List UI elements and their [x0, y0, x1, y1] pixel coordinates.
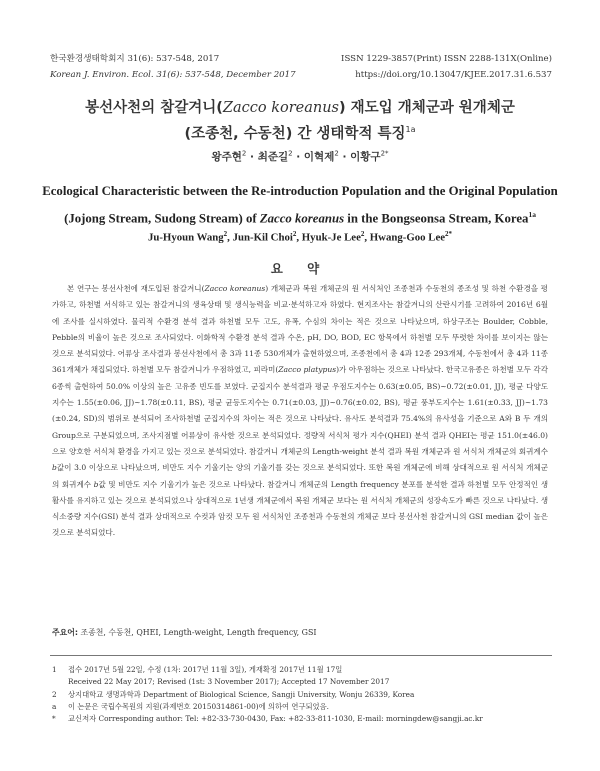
keywords — [52, 626, 548, 640]
title-korean — [40, 97, 560, 145]
author-name: 왕주현 — [211, 151, 242, 163]
title-english — [20, 179, 580, 230]
species-name: Zacco koreanus — [222, 100, 339, 116]
title-korean-line1: 봉선사천의 참갈겨니(Zacco koreanus) 재도입 개체군과 원개체군 — [85, 100, 515, 116]
title-footnote-mark: 1a — [405, 125, 416, 134]
regression-coefficient: b — [93, 479, 99, 489]
author-name: 이혁제 — [303, 151, 335, 163]
journal-name-en: Korean J. Environ. Ecol. 31(6): 537-548, December 2017 — [50, 70, 296, 80]
author-name: 최준길 — [257, 151, 289, 163]
regression-coefficient: b — [52, 463, 57, 473]
issn-header — [341, 51, 552, 83]
title-english-line2: (Jojong Stream, Sudong Stream) of Zacco koreanus in the Bongseonsa Stream, Korea$^{1a}$ — [64, 210, 536, 226]
footnote: * 교신저자 Corresponding author: Tel: +82-33-730-0430, Fax: +82-33-811-1030, E-mail: morningdew@sangji.ac.kr — [52, 714, 483, 724]
footnote-divider — [50, 655, 552, 656]
title-korean-line2: (조종천, 수동천) 간 생태학적 특징$^{1a}$ — [184, 125, 416, 142]
abstract-body: 본 연구는 봉선사천에 재도입된 참갈겨니(Zacco koreanus) 개체군과 복원 개체군의 원 서식처인 조종천과 수동천의 종조성 및 하천 수환경을 평가하고, 하천별 서식하고 있는 참갈겨니의 생육상태 및 생식능력을 비교·분석하고자 하였다. 현지조사는 참갈겨니의 산란시기를 고려하여 2016년 6월에 조사를 실시하였다. 물리적 수환경 분석 결과 하천별 모두 고도, 유폭, 수심의 차이는 적은 것으로 나타났으며, 하상구조는 Boulder, Cobble, Pebble의 비율이 높은 것으로 조사되었다. 이화학적 수환경 분석 결과 수온, pH, DO, BOD, EC 항목에서 하천별 모두 뚜렷한 차이를 보이지는 않는 것으로 분석되었다. 어류상 조사결과 봉선사천에서 총 3과 11종 530개체가 출현하였으며, 조종천에서 총 4과 12종 293개체, 수동천에서 총 4과 11종 361개체가 채집되었다. 하천별 모두 참갈겨니가 우점하였고, 피라미(Zacco platypus)가 아우점하는 것으로 나타났다. 한국고유종은 하천별 모두 각각 6종씩 출현하여 50.0% 이상의 높은 고유종 빈도를 보였다. 군집지수 분석결과 평균 우점도지수는 0.63(±0.05, BS)~0.72(±0.01, JJ), 평균 다양도지수는 1.55(±0.06, JJ)~1.78(±0.11, BS), 평균 균등도지수는 0.71(±0.03, JJ)~0.76(±0.02, BS), 평균 풍부도지수는 1.61(±0.33, JJ)~1.73 (±0.24, SD)의 범위로 분석되어 조사하천별 군집지수의 차이는 적은 것으로 나타났다. 유사도 분석결과 75.4%의 유사성을 기준으로 A와 B 두 개의 Group으로 구분되었으며, 조사지점별 어류상이 유사한 것으로 분석되었다. 정량적 서식처 평가 지수(QHEI) 분석 결과 QHEI는 평균 151.0(±46.0)으로 양호한 서식처 환경을 가지고 있는 것으로 분석되었다. 참갈겨니 개체군의 Length-weight 분석 결과 복원 개체군과 원 서식처 개체군의 회귀계수 b값이 3.0 이상으로 나타났으며, 비만도 지수 기울기는 양의 기울기를 갖는 것으로 분석되었다. 또한 복원 개체군에 비해 상대적으로 원 서식처 개체군의 회귀계수 b값 및 비만도 지수 기울기가 높은 것으로 나타났다. 참갈겨니 개체군의 Length frequency 분포를 분석한 결과 하천별 모두 안정적인 생활사를 유지하고 있는 것으로 분석되었으나 상대적으로 1년생 개체군에서 복원 개체군 보다는 원 서식처 개체군의 성장속도가 빠른 것으로 나타났다. 생식소중량 지수(GSI) 분석 결과 상대적으로 수컷과 암컷 모두 원 서식처인 조종천과 수동천의 개체군 보다 봉선사천 참갈겨니의 GSI median 값이 높은 것으로 분석되었다. — [52, 284, 549, 538]
abstract-heading: 요 약 — [270, 261, 330, 276]
author-name: Ju-Hyoun Wang — [147, 231, 224, 244]
author-name: 이황구 — [350, 151, 381, 163]
author-name: Jun-Kil Choi — [232, 231, 293, 244]
species-name: Zacco koreanus — [259, 211, 345, 226]
authors-korean: 왕주현$^2$ · 최준길$^2$ · 이혁제$^2$ · 이황구$^{2*}$ — [211, 149, 389, 163]
keywords-list: 조종천, 수동천, QHEI, Length-weight, Length frequency, GSI — [80, 628, 317, 637]
footnote: a 이 논문은 국립수목원의 지원(과제번호 20150314861-00)에 의하여 연구되었음. — [52, 701, 329, 711]
species-name: Zacco koreanus — [204, 284, 266, 293]
authors-english: Ju-Hyoun Wang$^2$, Jun-Kil Choi$^2$, Hyuk-Je Lee$^2$, Hwang-Goo Lee$^{2*}$ — [147, 230, 453, 244]
journal-header — [50, 51, 296, 83]
species-name: Zacco platypus — [278, 365, 337, 375]
author-name: Hyuk-Je Lee — [301, 231, 361, 244]
issn: ISSN 1229-3857(Print) ISSN 2288-131X(Online) — [341, 54, 552, 64]
footnote: 1 접수 2017년 5월 22일, 수정 (1차: 2017년 11월 3일), 게재확정 2017년 11월 17일 — [52, 665, 343, 674]
title-english-line1: Ecological Characteristic between the Re-introduction Population and the Original Population — [42, 184, 558, 198]
corresponding-author: 교신저자 Corresponding author: Tel: +82-33-730-0430, Fax: +82-33-811-1030, E-mail: morningdew@sangji.ac.kr — [68, 714, 483, 724]
footnote: 2 상지대학교 생명과학과 Department of Biological Science, Sangji University, Wonju 26339, Korea — [52, 689, 415, 699]
journal-name-kr: 한국환경생태학회지 31(6): 537-548, 2017 — [50, 54, 220, 64]
footnotes — [52, 664, 552, 725]
footnote: Received 22 May 2017; Revised (1st: 3 November 2017); Accepted 17 November 2017 — [68, 677, 390, 687]
author-name: Hwang-Goo Lee — [369, 231, 446, 244]
keywords-label: 주요어: — [52, 628, 79, 637]
doi-link[interactable]: https://doi.org/10.13047/KJEE.2017.31.6.537 — [355, 70, 552, 80]
